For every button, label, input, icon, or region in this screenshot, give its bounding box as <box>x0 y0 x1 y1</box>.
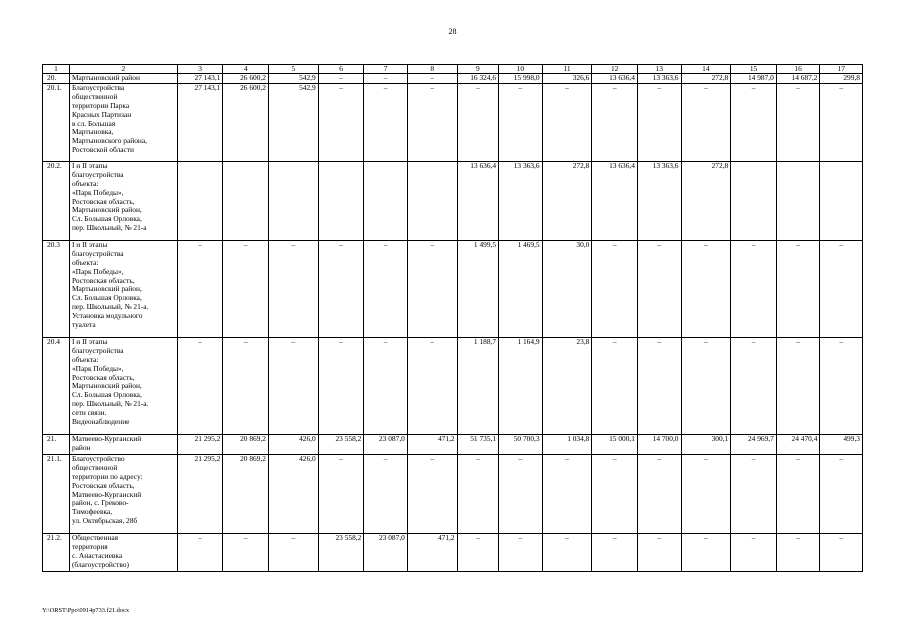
value-cell: – <box>820 240 863 337</box>
value-cell: 13 636,4 <box>592 161 638 240</box>
value-cell: – <box>592 83 638 161</box>
value-cell: – <box>407 240 457 337</box>
value-cell: – <box>776 454 820 533</box>
funding-table <box>42 64 863 572</box>
value-cell: 13 636,4 <box>457 161 498 240</box>
value-cell: – <box>318 454 364 533</box>
column-header: 3 <box>177 65 223 74</box>
value-cell <box>223 161 269 240</box>
column-header: 15 <box>731 65 777 74</box>
row-name: Общественная территория с. Анастасиевка (благоустройство) <box>69 533 177 571</box>
table-row <box>43 161 863 240</box>
column-header: 9 <box>457 65 498 74</box>
value-cell: – <box>318 74 364 84</box>
value-cell: – <box>499 454 543 533</box>
column-header: 17 <box>820 65 863 74</box>
value-cell <box>407 161 457 240</box>
value-cell: – <box>820 337 863 434</box>
value-cell: – <box>177 533 223 571</box>
table-row <box>43 74 863 84</box>
value-cell: 27 143,1 <box>177 74 223 84</box>
row-name: Мартыновский район <box>69 74 177 84</box>
value-cell: – <box>592 454 638 533</box>
value-cell: – <box>364 337 408 434</box>
value-cell: – <box>177 240 223 337</box>
column-header: 8 <box>407 65 457 74</box>
value-cell: 23,8 <box>542 337 592 434</box>
value-cell: – <box>776 83 820 161</box>
column-header: 14 <box>681 65 731 74</box>
row-number: 21.2. <box>43 533 70 571</box>
value-cell: 426,0 <box>268 434 318 454</box>
value-cell: 300,1 <box>681 434 731 454</box>
value-cell: – <box>592 240 638 337</box>
value-cell: 13 363,6 <box>499 161 543 240</box>
value-cell: – <box>637 240 681 337</box>
row-name: Благоустройство общественной территории по адресу: Ростовская область, Матвеево-Курганский район, с. Греково- Тимофеевка, ул. Октябрьская, 28б <box>69 454 177 533</box>
value-cell: – <box>318 337 364 434</box>
value-cell: – <box>457 533 498 571</box>
footer-file-path: Y:\ORST\Ppo\0914p733.f21.docx <box>42 607 130 614</box>
value-cell: – <box>364 240 408 337</box>
value-cell: 15 998,0 <box>499 74 543 84</box>
value-cell <box>268 161 318 240</box>
value-cell: 21 295,2 <box>177 434 223 454</box>
value-cell: – <box>820 83 863 161</box>
value-cell: – <box>542 83 592 161</box>
value-cell: 1 034,8 <box>542 434 592 454</box>
value-cell: – <box>637 337 681 434</box>
value-cell: 299,8 <box>820 74 863 84</box>
value-cell: – <box>820 454 863 533</box>
value-cell: 24 470,4 <box>776 434 820 454</box>
value-cell: 14 687,2 <box>776 74 820 84</box>
value-cell: – <box>177 337 223 434</box>
value-cell: – <box>268 533 318 571</box>
value-cell: – <box>318 83 364 161</box>
column-header: 10 <box>499 65 543 74</box>
value-cell: 471,2 <box>407 434 457 454</box>
value-cell: 542,9 <box>268 83 318 161</box>
value-cell: – <box>637 83 681 161</box>
value-cell: 1 469,5 <box>499 240 543 337</box>
value-cell: – <box>776 533 820 571</box>
value-cell: – <box>407 74 457 84</box>
row-name: Матвеево-Курганский район <box>69 434 177 454</box>
value-cell: – <box>364 74 408 84</box>
column-header: 12 <box>592 65 638 74</box>
value-cell: – <box>268 337 318 434</box>
value-cell: – <box>776 337 820 434</box>
header-row <box>43 65 863 74</box>
table-row <box>43 240 863 337</box>
value-cell: 542,9 <box>268 74 318 84</box>
value-cell: – <box>407 83 457 161</box>
value-cell: 26 600,2 <box>223 83 269 161</box>
value-cell: 24 969,7 <box>731 434 777 454</box>
value-cell: – <box>731 454 777 533</box>
value-cell: – <box>681 240 731 337</box>
value-cell: 272,8 <box>681 161 731 240</box>
value-cell: 21 295,2 <box>177 454 223 533</box>
value-cell: – <box>731 533 777 571</box>
value-cell: – <box>457 83 498 161</box>
value-cell: – <box>820 533 863 571</box>
column-header: 13 <box>637 65 681 74</box>
value-cell: – <box>681 83 731 161</box>
value-cell: 15 000,1 <box>592 434 638 454</box>
value-cell: – <box>268 240 318 337</box>
value-cell: 23 087,0 <box>364 533 408 571</box>
value-cell: 471,2 <box>407 533 457 571</box>
value-cell: – <box>681 454 731 533</box>
column-header: 16 <box>776 65 820 74</box>
value-cell: 14 987,0 <box>731 74 777 84</box>
value-cell: 13 363,6 <box>637 161 681 240</box>
row-number: 20.3 <box>43 240 70 337</box>
value-cell: 26 600,2 <box>223 74 269 84</box>
value-cell <box>776 161 820 240</box>
value-cell: 50 700,3 <box>499 434 543 454</box>
value-cell: – <box>681 337 731 434</box>
table-row <box>43 434 863 454</box>
value-cell: – <box>318 240 364 337</box>
value-cell <box>731 161 777 240</box>
value-cell: 23 087,0 <box>364 434 408 454</box>
value-cell: 27 143,1 <box>177 83 223 161</box>
value-cell: – <box>223 240 269 337</box>
value-cell: 272,8 <box>681 74 731 84</box>
value-cell: – <box>592 533 638 571</box>
value-cell: 20 869,2 <box>223 434 269 454</box>
value-cell: – <box>407 454 457 533</box>
column-header: 4 <box>223 65 269 74</box>
value-cell: – <box>457 454 498 533</box>
row-number: 20. <box>43 74 70 84</box>
row-name: Благоустройства общественной территории Парка Красных Партизан в сл. Большая Мартыновка, Мартыновского района, Ростовской области <box>69 83 177 161</box>
value-cell: – <box>637 533 681 571</box>
value-cell: – <box>681 533 731 571</box>
table-row <box>43 533 863 571</box>
column-header: 7 <box>364 65 408 74</box>
row-number: 20.1. <box>43 83 70 161</box>
value-cell: – <box>731 337 777 434</box>
column-header: 5 <box>268 65 318 74</box>
value-cell: – <box>499 533 543 571</box>
value-cell: – <box>542 454 592 533</box>
value-cell: 30,0 <box>542 240 592 337</box>
column-header: 1 <box>43 65 70 74</box>
table-row <box>43 337 863 434</box>
value-cell: – <box>731 83 777 161</box>
row-name: I и II этапы благоустройства объекта: «Парк Победы», Ростовская область, Мартыновский район, Сл. Большая Орловка, пер. Школьный, № 21-а <box>69 161 177 240</box>
row-number: 21.1. <box>43 454 70 533</box>
value-cell <box>364 161 408 240</box>
value-cell: – <box>499 83 543 161</box>
value-cell: – <box>223 337 269 434</box>
table-row <box>43 454 863 533</box>
column-header: 11 <box>542 65 592 74</box>
table-row <box>43 83 863 161</box>
value-cell: – <box>223 533 269 571</box>
value-cell: 426,0 <box>268 454 318 533</box>
value-cell: – <box>637 454 681 533</box>
value-cell: – <box>364 454 408 533</box>
value-cell: – <box>731 240 777 337</box>
value-cell: 20 869,2 <box>223 454 269 533</box>
value-cell: – <box>542 533 592 571</box>
value-cell: – <box>407 337 457 434</box>
value-cell <box>177 161 223 240</box>
row-number: 20.2. <box>43 161 70 240</box>
value-cell <box>318 161 364 240</box>
value-cell: 272,8 <box>542 161 592 240</box>
value-cell: 51 735,1 <box>457 434 498 454</box>
value-cell: 1 164,9 <box>499 337 543 434</box>
value-cell: 1 499,5 <box>457 240 498 337</box>
value-cell: 23 558,2 <box>318 533 364 571</box>
value-cell: 13 363,6 <box>637 74 681 84</box>
column-header: 2 <box>69 65 177 74</box>
value-cell: 16 324,6 <box>457 74 498 84</box>
row-number: 21. <box>43 434 70 454</box>
value-cell: 14 700,0 <box>637 434 681 454</box>
value-cell: 499,3 <box>820 434 863 454</box>
column-header: 6 <box>318 65 364 74</box>
value-cell <box>820 161 863 240</box>
value-cell: – <box>364 83 408 161</box>
value-cell: 1 188,7 <box>457 337 498 434</box>
row-number: 20.4 <box>43 337 70 434</box>
value-cell: 23 558,2 <box>318 434 364 454</box>
value-cell: 13 636,4 <box>592 74 638 84</box>
page-number: 28 <box>448 27 457 36</box>
value-cell: – <box>592 337 638 434</box>
value-cell: – <box>776 240 820 337</box>
value-cell: 326,6 <box>542 74 592 84</box>
row-name: I и II этапы благоустройства объекта: «Парк Победы», Ростовская область, Мартыновский район, Сл. Большая Орловка, пер. Школьный, № 21-а. Установка модульного туалета <box>69 240 177 337</box>
row-name: I и II этапы благоустройства объекта: «Парк Победы», Ростовская область, Мартыновский район, Сл. Большая Орловка, пер. Школьный, № 21-а. сети связи. Видеонаблюдение <box>69 337 177 434</box>
